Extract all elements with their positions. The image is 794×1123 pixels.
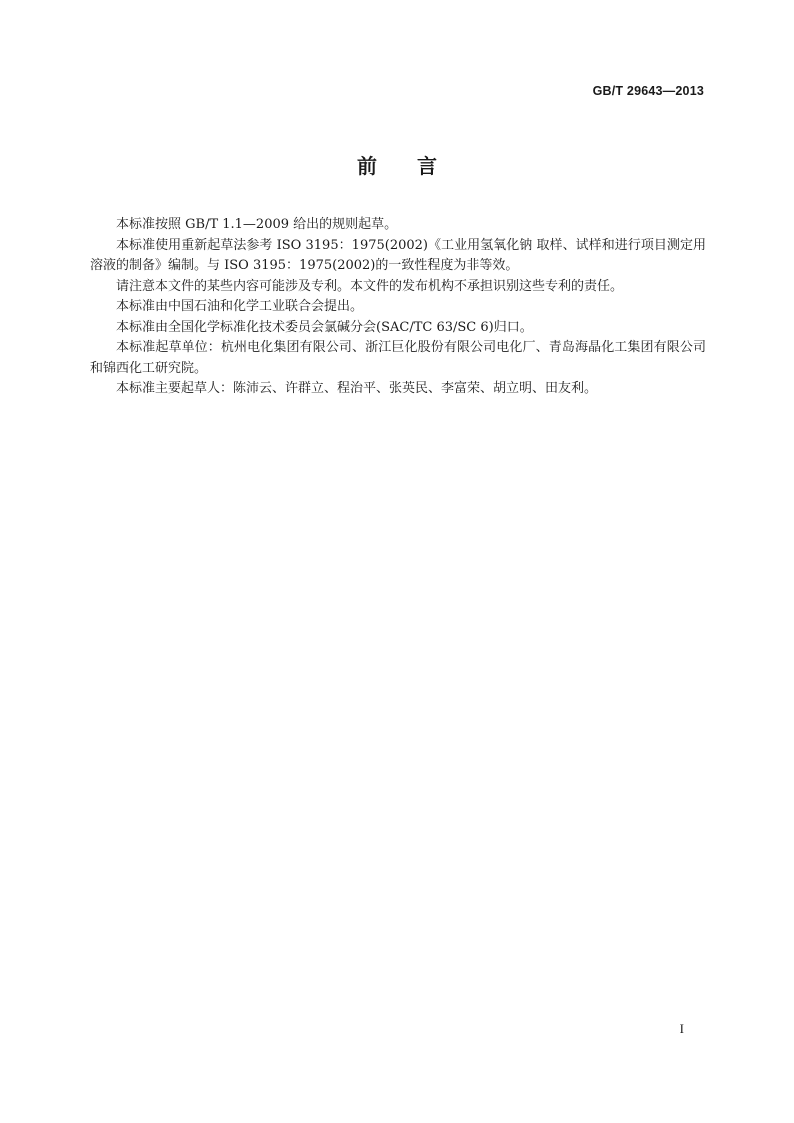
paragraph-patent-notice: 请注意本文件的某些内容可能涉及专利。本文件的发布机构不承担识别这些专利的责任。 [116, 278, 624, 294]
standard-code: GB/T 29643—2013 [592, 84, 704, 98]
page-number: I [679, 1021, 684, 1036]
paragraph-reference-standard: 本标准使用重新起草法参考 ISO 3195：1975(2002)《工业用氢氧化钠 取样、试样和进行项目测定用溶液的制备》编制。与 ISO 3195：1975(2002)的一致性程度为非等效。 [90, 237, 706, 273]
foreword-body [90, 215, 706, 400]
paragraph-drafting-units: 本标准起草单位：杭州电化集团有限公司、浙江巨化股份有限公司电化厂、青岛海晶化工集团有限公司和锦西化工研究院。 [90, 340, 706, 376]
page-title: 前言 [357, 154, 477, 178]
paragraph-drafters: 本标准主要起草人：陈沛云、许群立、程治平、张英民、李富荣、胡立明、田友利。 [116, 381, 598, 396]
paragraph-administered-by: 本标准由全国化学标准化技术委员会氯碱分会(SAC/TC 63/SC 6)归口。 [116, 319, 533, 335]
paragraph-proposed-by: 本标准由中国石油和化学工业联合会提出。 [116, 299, 364, 314]
paragraph-drafting-rules: 本标准按照 GB/T 1.1—2009 给出的规则起草。 [116, 217, 398, 232]
